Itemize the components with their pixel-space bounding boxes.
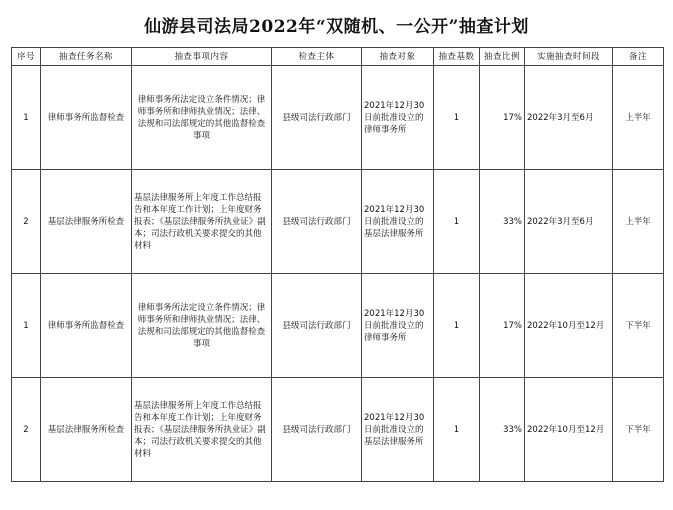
table-row [12,274,664,378]
header-target: 抽查对象 [362,48,434,66]
header-note: 备注 [613,48,664,66]
cell-target: 2021年12月30日前批准设立的律师事务所 [362,66,434,170]
cell-base: 1 [434,274,480,378]
table-row [12,66,664,170]
header-subject: 检查主体 [272,48,362,66]
header-base: 抽查基数 [434,48,480,66]
table-row [12,378,664,482]
table-header-row [12,48,664,66]
inspection-plan-table [11,47,664,482]
table-row [12,170,664,274]
cell-task: 律师事务所监督检查 [41,66,132,170]
cell-subject: 县级司法行政部门 [272,66,362,170]
cell-target: 2021年12月30日前批准设立的律师事务所 [362,274,434,378]
cell-subject: 县级司法行政部门 [272,170,362,274]
cell-note: 下半年 [613,274,664,378]
cell-base: 1 [434,170,480,274]
cell-target: 2021年12月30日前批准设立的基层法律服务所 [362,378,434,482]
cell-no: 1 [12,66,41,170]
cell-task: 基层法律服务所检查 [41,170,132,274]
cell-task: 基层法律服务所检查 [41,378,132,482]
cell-subject: 县级司法行政部门 [272,378,362,482]
cell-period: 2022年3月至6月 [525,170,613,274]
cell-note: 上半年 [613,66,664,170]
cell-content: 律师事务所法定设立条件情况；律师事务所和律师执业情况；法律、法规和司法部规定的其他监督检查事项 [132,274,272,378]
cell-note: 上半年 [613,170,664,274]
cell-content: 基层法律服务所上年度工作总结报告和本年度工作计划；上年度财务报表；《基层法律服务所执业证》副本；司法行政机关要求提交的其他材料 [132,170,272,274]
cell-note: 下半年 [613,378,664,482]
cell-target: 2021年12月30日前批准设立的基层法律服务所 [362,170,434,274]
header-task: 抽查任务名称 [41,48,132,66]
header-content: 抽查事项内容 [132,48,272,66]
cell-ratio: 17% [480,274,525,378]
cell-content: 基层法律服务所上年度工作总结报告和本年度工作计划；上年度财务报表；《基层法律服务所执业证》副本；司法行政机关要求提交的其他材料 [132,378,272,482]
cell-ratio: 33% [480,378,525,482]
cell-period: 2022年10月至12月 [525,378,613,482]
cell-no: 1 [12,274,41,378]
cell-no: 2 [12,378,41,482]
cell-ratio: 17% [480,66,525,170]
cell-content: 律师事务所法定设立条件情况；律师事务所和律师执业情况；法律、法规和司法部规定的其他监督检查事项 [132,66,272,170]
header-ratio: 抽查比例 [480,48,525,66]
page-title: 仙游县司法局2022年“双随机、一公开”抽查计划 [144,17,529,37]
header-period: 实施抽查时间段 [525,48,613,66]
cell-base: 1 [434,378,480,482]
cell-subject: 县级司法行政部门 [272,274,362,378]
cell-period: 2022年10月至12月 [525,274,613,378]
cell-period: 2022年3月至6月 [525,66,613,170]
cell-task: 律师事务所监督检查 [41,274,132,378]
cell-no: 2 [12,170,41,274]
cell-ratio: 33% [480,170,525,274]
cell-base: 1 [434,66,480,170]
header-no: 序号 [12,48,41,66]
